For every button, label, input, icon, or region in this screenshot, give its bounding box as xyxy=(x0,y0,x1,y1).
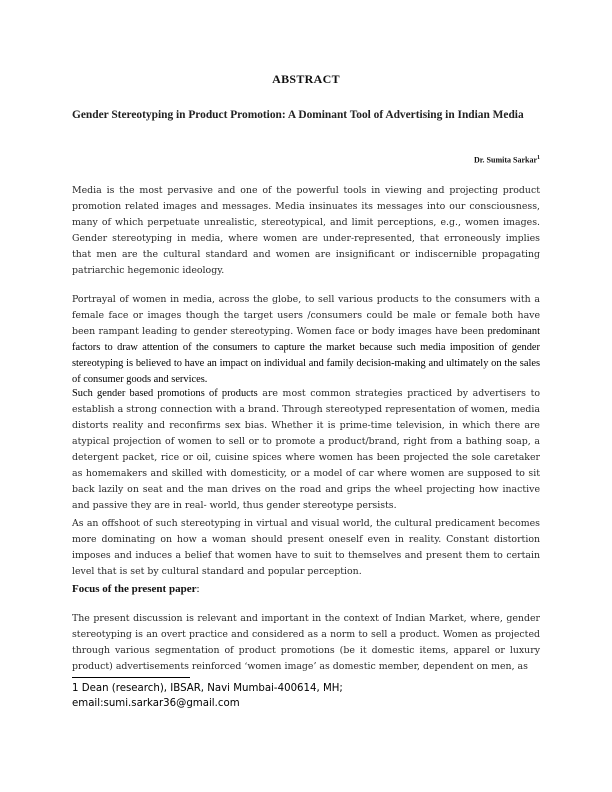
author-line xyxy=(474,155,540,165)
footnote-divider xyxy=(72,677,190,678)
author-footnote-marker: 1 xyxy=(537,155,540,161)
paper-title: Gender Stereotyping in Product Promotion: A Dominant Tool of Advertising in Indian Media xyxy=(72,109,524,121)
abstract-paragraph-4: As an offshoot of such stereotyping in virtual and visual world, the cultural predicament becomes more dominating on how a woman should present oneself even in reality. Constant distortion imposes and induces a belief that women have to suit to themselves and present them to certain level that is set by cultural standard and popular perception. xyxy=(72,518,540,577)
footnote xyxy=(72,681,343,711)
abstract-paragraph-1: Media is the most pervasive and one of the powerful tools in viewing and projecting product promotion related images and messages. Media insinuates its messages into our consciousness, many of which perpetuate unrealistic, stereotypical, and limit perceptions, e.g., women images. Gender stereotyping in media, where women are under-represented, that erroneously implies that men are the cultural standard and women are insignificant or indiscernible propagating patriarchic hegemonic ideology. xyxy=(72,185,540,276)
abstract-paragraph-3 xyxy=(72,386,540,514)
focus-paragraph: The present discussion is relevant and important in the context of Indian Market, where, gender stereotyping is an overt practice and considered as a norm to sell a product. Women as projected through various segmentation of product promotions (be it domestic items, apparel or luxury product) advertisements reinforced ‘women image’ as domestic member, dependent on men, as xyxy=(72,613,540,672)
focus-heading xyxy=(72,583,200,595)
focus-heading-colon: : xyxy=(196,583,200,595)
abstract-paragraph-2 xyxy=(72,292,540,388)
paragraph-3-body: are most common strategies practiced by advertisers to establish a strong connection with a brand. Through stereotyped representation of women, media distorts reality and reconfirms sex bias. Whether it is prime-time television, in which there are atypical projection of women to sell or to promote a product/brand, right from a bathing soap, a detergent packet, rice or oil, cuisine spices where women has been projected the sole caretaker as homemakers and skilled with domesticity, or a model of car where women are supposed to sit back lazily on seat and the man drives on the road and grips the wheel projecting how inactive and passive they are in real- world, thus gender stereotype persists. xyxy=(72,388,540,511)
abstract-heading: ABSTRACT xyxy=(272,72,340,86)
footnote-email: email:sumi.sarkar36@gmail.com xyxy=(72,698,240,709)
paragraph-2-emphasis: predominant factors to draw attention of the consumers to capture the market because such media imposition of gender stereotyping is believed to have an impact on individual and family decision-making and ultimately on the sales of consumer goods and services. xyxy=(72,326,540,385)
paragraph-3-emphasis: Such gender based promotions of products xyxy=(72,388,258,399)
author-name: Dr. Sumita Sarkar xyxy=(473,155,537,165)
focus-heading-text: Focus of the present paper xyxy=(72,583,197,595)
footnote-affiliation: 1 Dean (research), IBSAR, Navi Mumbai-400614, MH; xyxy=(72,683,343,694)
paragraph-2-lead: Portrayal of women in media, across the globe, to sell various products to the consumers with a female face or images though the target users /consumers could be male or female both have been rampant leading to gender stereotyping. Women face or body images have been xyxy=(72,294,540,337)
